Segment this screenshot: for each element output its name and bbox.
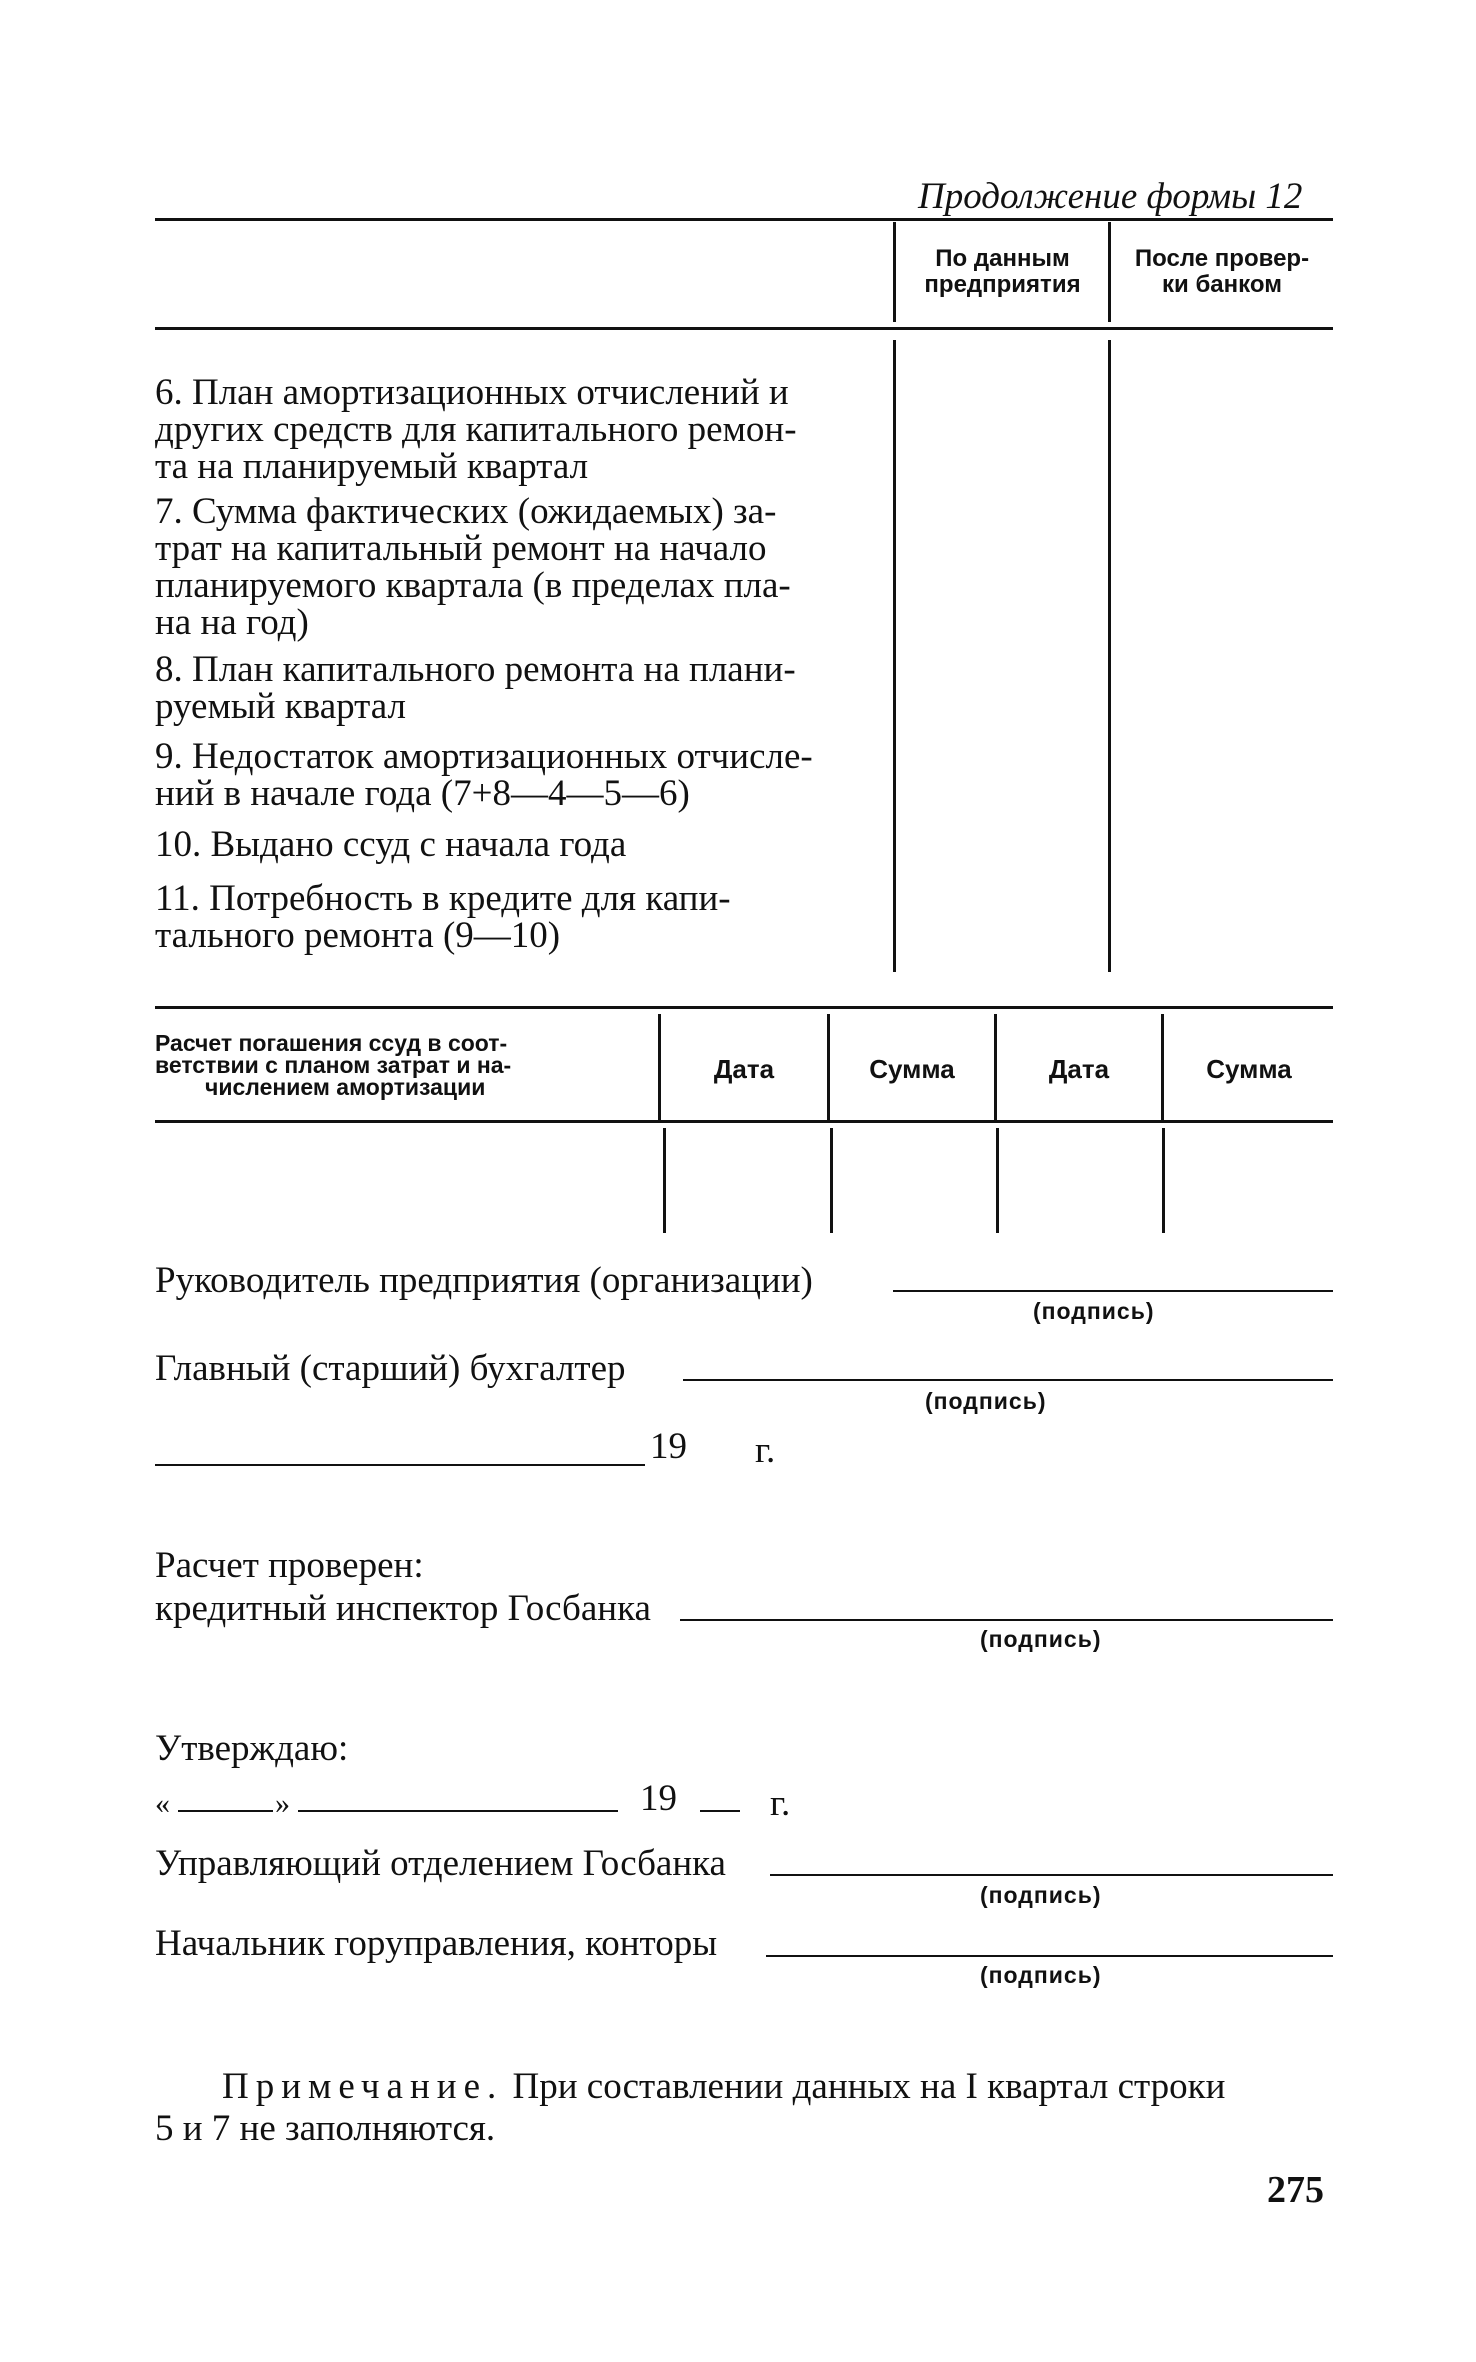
repay-body-divider-3 bbox=[996, 1128, 999, 1233]
col-header-enterprise bbox=[900, 246, 1105, 298]
table-row-9 bbox=[155, 738, 855, 812]
approve-day-line bbox=[178, 1810, 273, 1812]
city-office-chief-signature-line bbox=[766, 1955, 1333, 1957]
row-11-line: 11. Потребность в кредите для капи- bbox=[155, 878, 731, 919]
repay-table-top-rule bbox=[155, 1006, 1333, 1009]
date-year-suffix: г. bbox=[755, 1430, 776, 1471]
repay-table-title bbox=[155, 1032, 645, 1098]
date-year: 19 bbox=[650, 1426, 687, 1467]
row-7-line: 7. Сумма фактических (ожидаемых) за- bbox=[155, 491, 777, 532]
checked-label: Расчет проверен: bbox=[155, 1545, 424, 1586]
row-11-line: тального ремонта (9—10) bbox=[155, 915, 561, 956]
repay-title-line: числением амортизации bbox=[205, 1074, 486, 1100]
table-col-divider-2 bbox=[1108, 222, 1111, 322]
city-office-chief-signature-caption: (подпись) bbox=[980, 1962, 1102, 1988]
repay-col-sum-1: Сумма bbox=[869, 1054, 955, 1084]
row-6-line: 6. План амортизационных отчислений и bbox=[155, 372, 789, 413]
row-7-line: на на год) bbox=[155, 602, 309, 643]
repay-col-date-2: Дата bbox=[1048, 1054, 1110, 1084]
city-office-chief-label: Начальник горуправления, конторы bbox=[155, 1923, 718, 1964]
row-6-line: других средств для капитального ремон- bbox=[155, 409, 797, 450]
table-row-10 bbox=[155, 826, 855, 863]
table-row-11 bbox=[155, 880, 855, 954]
note-line-2: 5 и 7 не заполняются. bbox=[155, 2108, 496, 2149]
approve-year: 19 bbox=[640, 1778, 677, 1819]
approve-year-line bbox=[700, 1810, 740, 1812]
note-label: Примечание. bbox=[222, 2066, 504, 2107]
repay-body-divider-2 bbox=[830, 1128, 833, 1233]
repay-col-date-1: Дата bbox=[713, 1054, 775, 1084]
head-of-enterprise-label: Руководитель предприятия (организации) bbox=[155, 1260, 813, 1301]
page-number: 275 bbox=[1267, 2169, 1324, 2211]
row-8-line: руемый квартал bbox=[155, 686, 406, 727]
repay-divider-1 bbox=[658, 1014, 661, 1120]
table-col-divider-1 bbox=[893, 222, 896, 322]
bank-manager-label: Управляющий отделением Госбанка bbox=[155, 1843, 726, 1884]
chief-accountant-label: Главный (старший) бухгалтер bbox=[155, 1348, 626, 1389]
inspector-signature-caption: (подпись) bbox=[980, 1626, 1102, 1652]
accountant-signature-line bbox=[683, 1379, 1333, 1381]
date-line bbox=[155, 1464, 645, 1466]
col-header-bank-line1: После провер- bbox=[1134, 245, 1310, 272]
row-7-line: трат на капитальный ремонт на начало bbox=[155, 528, 767, 569]
note-line-1 bbox=[222, 2068, 1225, 2105]
table-top-rule bbox=[155, 218, 1333, 221]
inspector-signature-line bbox=[680, 1619, 1333, 1621]
repay-title-line: ветствии с планом затрат и на- bbox=[155, 1052, 512, 1078]
bank-manager-signature-caption: (подпись) bbox=[980, 1882, 1102, 1908]
table-row-8 bbox=[155, 651, 855, 725]
approve-month-line bbox=[298, 1810, 618, 1812]
note-text-1: При составлении данных на I квартал строки bbox=[503, 2066, 1226, 2107]
table-body-divider-1 bbox=[893, 340, 896, 972]
repay-title-line: Расчет погашения ссуд в соот- bbox=[155, 1030, 508, 1056]
approve-quote-close: » bbox=[275, 1787, 290, 1820]
row-9-line: ний в начале года (7+8—4—5—6) bbox=[155, 773, 690, 814]
col-header-enterprise-line1: По данным bbox=[935, 245, 1070, 272]
col-header-bank-line2: ки банком bbox=[1162, 271, 1282, 298]
head-signature-caption: (подпись) bbox=[1033, 1298, 1155, 1324]
repay-table-header-rule bbox=[155, 1120, 1333, 1123]
row-9-line: 9. Недостаток амортизационных отчисле- bbox=[155, 736, 813, 777]
row-7-line: планируемого квартала (в пределах пла- bbox=[155, 565, 791, 606]
table-body-divider-2 bbox=[1108, 340, 1111, 972]
table-row-7 bbox=[155, 493, 855, 641]
repay-col-sum-2: Сумма bbox=[1206, 1054, 1292, 1084]
row-8-line: 8. План капитального ремонта на плани- bbox=[155, 649, 796, 690]
continuation-label: Продолжение формы 12 bbox=[918, 176, 1303, 217]
col-header-enterprise-line2: предприятия bbox=[924, 271, 1081, 298]
approve-quote-open: « bbox=[155, 1787, 170, 1820]
accountant-signature-caption: (подпись) bbox=[925, 1388, 1047, 1414]
inspector-label: кредитный инспектор Госбанка bbox=[155, 1588, 651, 1629]
approve-year-suffix: г. bbox=[770, 1783, 791, 1824]
repay-body-divider-1 bbox=[663, 1128, 666, 1233]
repay-body-divider-4 bbox=[1162, 1128, 1165, 1233]
row-10-line: 10. Выдано ссуд с начала года bbox=[155, 824, 627, 865]
bank-manager-signature-line bbox=[770, 1874, 1333, 1876]
col-header-bank bbox=[1112, 246, 1332, 298]
head-signature-line bbox=[893, 1290, 1333, 1292]
row-6-line: та на планируемый квартал bbox=[155, 446, 589, 487]
approve-label: Утверждаю: bbox=[155, 1728, 349, 1769]
table-header-rule bbox=[155, 327, 1333, 330]
table-row-6 bbox=[155, 374, 855, 485]
